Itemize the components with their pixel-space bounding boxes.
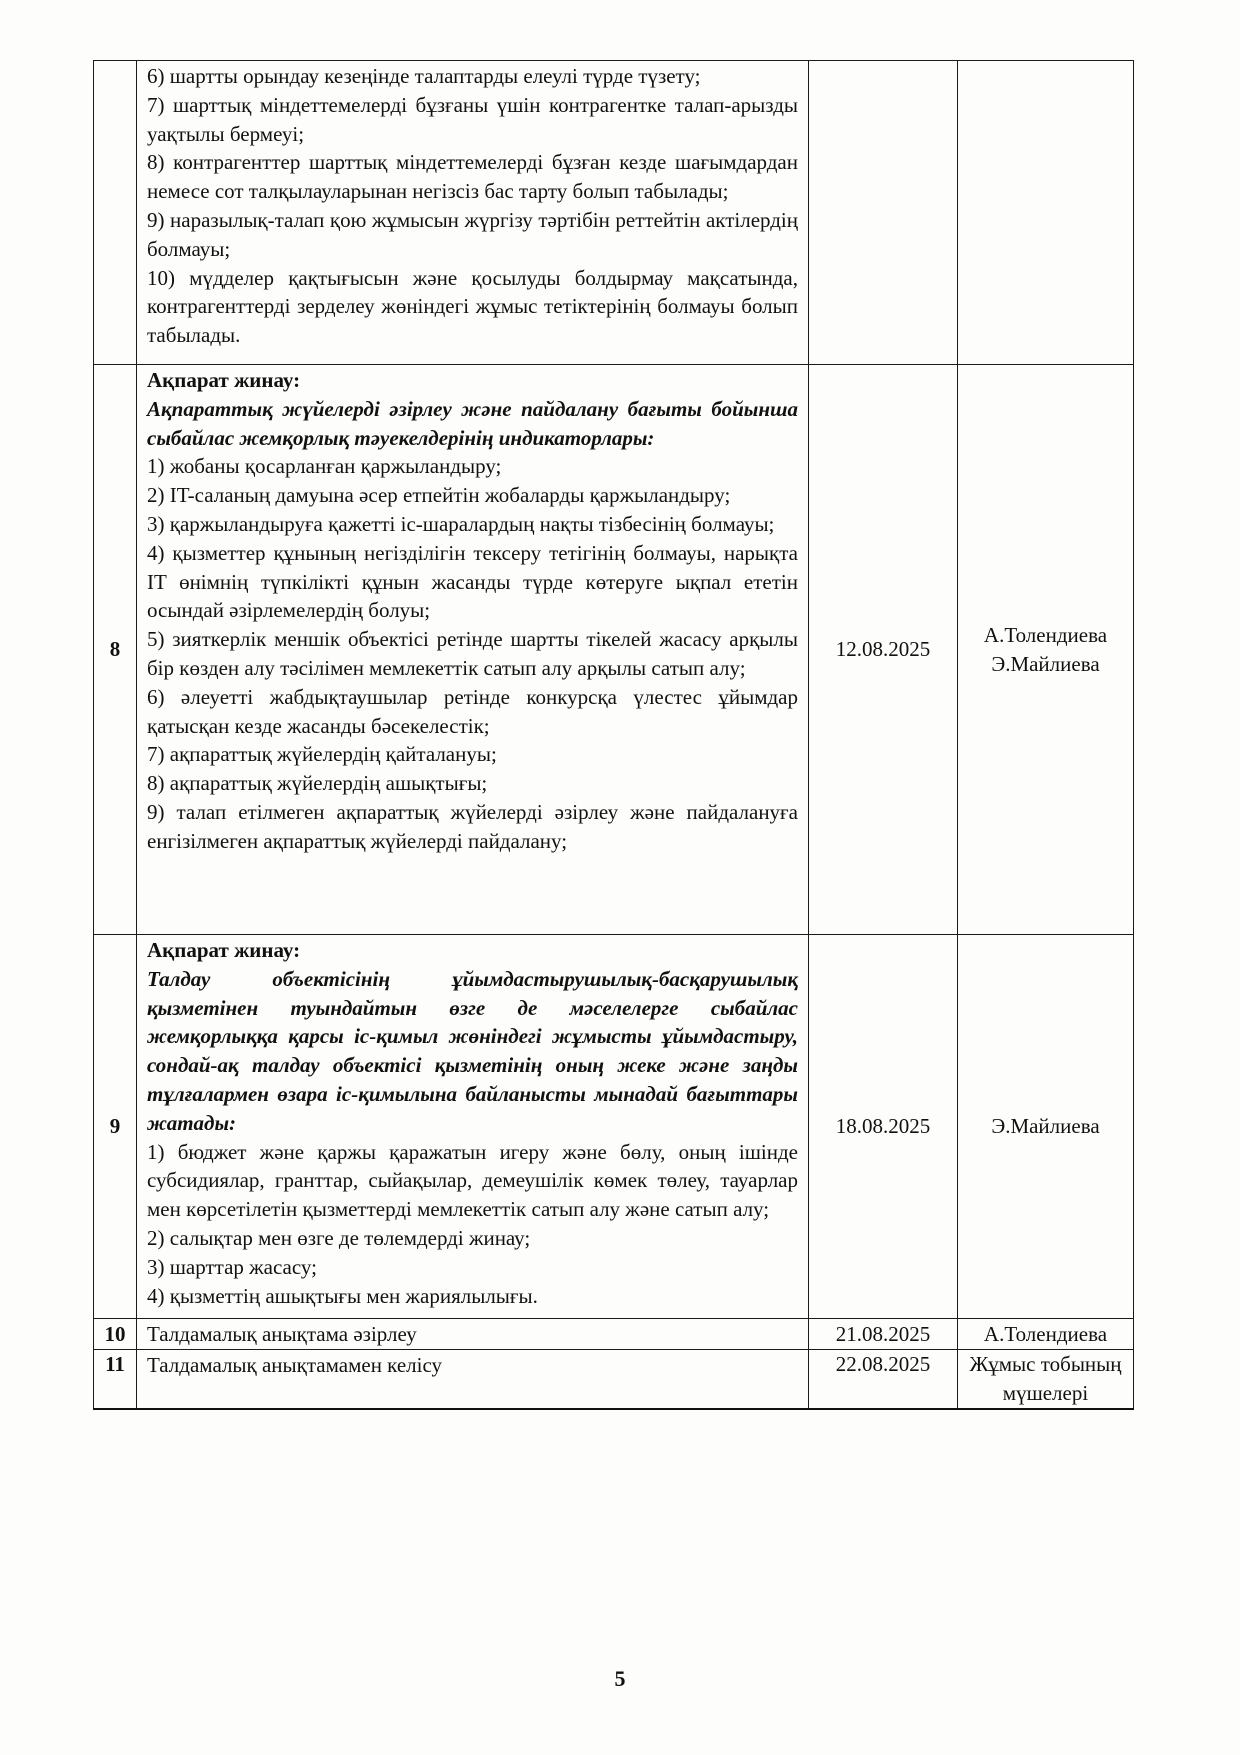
row-responsible-cell <box>958 365 1134 935</box>
table-row <box>94 1349 1134 1409</box>
list-item: 2) IT-саланың дамуына әсер етпейтін жобаларды қаржыландыру; <box>147 483 731 508</box>
list-item: 1) жобаны қосарланған қаржыландыру; <box>147 454 502 479</box>
list-item: 7) ақпараттық жүйелердің қайталануы; <box>147 742 497 767</box>
responsible-name: А.Толендиева <box>983 1321 1108 1346</box>
row-description-cell <box>137 365 809 935</box>
row-text: Талдамалық анықтама әзірлеу <box>147 1322 417 1346</box>
row-heading: Ақпарат жинау: <box>147 368 301 392</box>
row-responsible-cell <box>958 1319 1134 1350</box>
row-description-cell <box>137 1349 809 1409</box>
row-responsible-cell <box>958 61 1134 365</box>
list-item: 6) әлеуетті жабдықтаушылар ретінде конкурсқа үлестес ұйымдар қатысқан кезде жасанды бәсекелестік; <box>147 684 798 738</box>
responsible-name: А.Толендиева <box>983 622 1108 647</box>
list-item: 5) зияткерлік меншік объектісі ретінде шартты тікелей жасасу арқылы бір көзден алу тәсілімен мемлекеттік сатып алу арқылы сатып алу; <box>147 627 798 680</box>
table-row <box>94 61 1134 365</box>
row-number-cell: 8 <box>94 365 137 935</box>
list-item: 9) наразылық-талап қою жұмысын жүргізу тәртібін реттейтін актілердің болмауы; <box>147 207 798 261</box>
responsible-name: мүшелері <box>1002 1380 1089 1405</box>
list-item: 4) қызметтер құнының негізділігін тексеру тетігінің болмауы, нарықта IT өнімнің түпкілікті құнын жасанды түрде көтеруге ықпал ететін осындай әзірлемелердің болуы; <box>147 540 798 623</box>
row-responsible-cell <box>958 935 1134 1319</box>
row-number-cell <box>94 61 137 365</box>
row-date-cell: 21.08.2025 <box>809 1319 958 1350</box>
list-item: 3) шарттар жасасу; <box>147 1254 317 1279</box>
list-item: 6) шартты орындау кезеңінде талаптарды елеулі түрде түзету; <box>147 64 701 88</box>
row-responsible-cell <box>958 1349 1134 1409</box>
table-row <box>94 365 1134 935</box>
row-number-cell: 11 <box>94 1349 137 1409</box>
page-number: 5 <box>614 1666 626 1691</box>
responsible-name: Э.Майлиева <box>991 1114 1100 1139</box>
row-description-cell <box>137 61 809 365</box>
list-item: 9) талап етілмеген ақпараттық жүйелерді әзірлеу және пайдалануға енгізілмеген ақпараттық жүйелерді пайдалану; <box>147 799 798 853</box>
row-date-cell: 12.08.2025 <box>809 365 958 935</box>
list-item: 8) ақпараттық жүйелердің ашықтығы; <box>147 771 488 796</box>
row-date-cell: 18.08.2025 <box>809 935 958 1319</box>
responsible-name: Жұмыс тобының <box>969 1351 1122 1376</box>
list-item: 10) мүдделер қақтығысын және қосылуды болдырмау мақсатында, контрагенттерді зерделеу жөніндегі жұмыс тетіктерінің болмауы болып табылады. <box>147 265 798 348</box>
responsible-name: Э.Майлиева <box>991 651 1100 676</box>
row-subheading: Талдау объектісінің ұйымдастырушылық-басқарушылық қызметінен туындайтын өзге де мәселелерге сыбайлас жемқорлыққа қарсы іс-қимыл жөніндегі жұмысты ұйымдастыру, сондай-ақ талдау объектісі қызметінің оның жеке және заңды тұлғалармен өзара іс-қимылына байланысты мынадай бағыттары жатады: <box>147 966 798 1135</box>
row-date-cell: 22.08.2025 <box>809 1349 958 1409</box>
list-item: 2) салықтар мен өзге де төлемдерді жинау; <box>147 1225 531 1250</box>
list-item: 4) қызметтің ашықтығы мен жариялылығы. <box>147 1283 538 1308</box>
row-date-cell <box>809 61 958 365</box>
table-row <box>94 935 1134 1319</box>
row-description-cell <box>137 935 809 1319</box>
list-item: 1) бюджет және қаржы қаражатын игеру және бөлу, оның ішінде субсидиялар, гранттар, сыйақылар, демеушілік көмек төлеу, тауарлар мен көрсетілетін қызметтерді мемлекеттік сатып алу және сатып алу; <box>147 1139 798 1222</box>
list-item: 3) қаржыландыруға қажетті іс-шаралардың нақты тізбесінің болмауы; <box>147 511 775 536</box>
list-item: 8) контрагенттер шарттық міндеттемелерді бұзған кезде шағымдардан немесе сот талқылауларынан негізсіз бас тарту болып табылады; <box>147 150 798 204</box>
row-heading: Ақпарат жинау: <box>147 938 301 962</box>
row-description-cell <box>137 1319 809 1350</box>
row-number-cell: 10 <box>94 1319 137 1350</box>
work-plan-table <box>93 60 1134 1410</box>
row-number-cell: 9 <box>94 935 137 1319</box>
row-text: Талдамалық анықтамамен келісу <box>147 1352 443 1377</box>
row-subheading: Ақпараттық жүйелерді әзірлеу және пайдалану бағыты бойынша сыбайлас жемқорлық тәуекелдерінің индикаторлары: <box>147 396 798 450</box>
table-row <box>94 1319 1134 1350</box>
list-item: 7) шарттық міндеттемелерді бұзғаны үшін контрагентке талап-арызды уақтылы бермеуі; <box>147 92 798 146</box>
